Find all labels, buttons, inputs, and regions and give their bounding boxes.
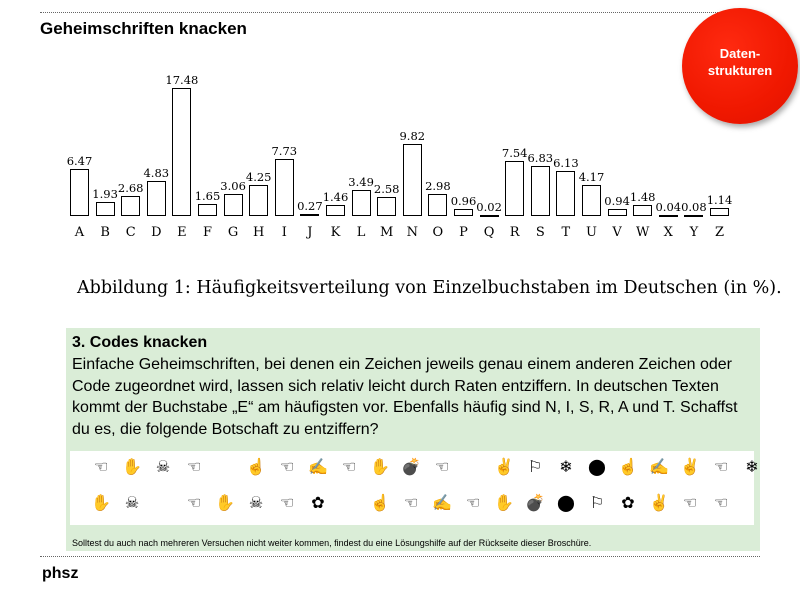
- x-axis-label: V: [612, 225, 622, 240]
- bar-V: [608, 209, 627, 216]
- cipher-symbol: ☜: [713, 495, 729, 512]
- cipher-symbol: ☠: [155, 459, 171, 476]
- bar-value-label: 0.04: [655, 200, 682, 214]
- cipher-symbol: ☜: [713, 459, 729, 476]
- cipher-symbol: ✋: [215, 495, 235, 512]
- cipher-symbol: ☜: [279, 459, 295, 476]
- x-axis-label: U: [586, 225, 597, 240]
- cipher-symbol: 💣: [401, 459, 421, 476]
- cipher-symbol: ☠: [124, 495, 140, 512]
- x-axis-label: B: [100, 225, 110, 240]
- bar-value-label: 6.83: [527, 150, 554, 165]
- page-title: Geheimschriften knacken: [40, 19, 247, 38]
- x-axis-label: F: [202, 225, 213, 240]
- cipher-symbol: ⚐: [527, 459, 543, 476]
- bar-value-label: 1.93: [92, 186, 118, 201]
- bar-D: [147, 181, 166, 216]
- cipher-symbol: ☜: [682, 495, 698, 512]
- bar-Y: [684, 215, 703, 217]
- x-axis-label: I: [281, 225, 287, 240]
- bar-C: [121, 196, 140, 216]
- x-axis-label: W: [636, 225, 650, 240]
- bar-value-label: 0.27: [297, 199, 323, 214]
- x-axis-label: P: [459, 225, 468, 240]
- cipher-symbol: 💣: [525, 495, 545, 512]
- bar-value-label: 6.47: [66, 153, 93, 168]
- bar-X: [659, 215, 678, 217]
- cipher-symbol: ✋: [91, 495, 111, 512]
- bar-value-label: 0.94: [604, 194, 630, 209]
- x-axis-label: G: [227, 225, 239, 240]
- bottom-divider: [40, 556, 760, 557]
- cipher-symbol: ❄: [745, 459, 759, 476]
- badge-line-2: strukturen: [707, 63, 773, 78]
- x-axis-label: T: [561, 225, 571, 240]
- x-axis-label: M: [380, 225, 394, 240]
- hint-text: Solltest du auch nach mehreren Versuchen nicht weiter kommen, findest du eine Lösungshilfe auf der Rückseite dieser Broschüre.: [72, 538, 592, 548]
- bar-S: [531, 166, 550, 216]
- bar-value-label: 2.68: [117, 181, 144, 196]
- cipher-symbol: ☜: [403, 495, 419, 512]
- top-divider: [40, 12, 760, 13]
- x-axis-label: C: [125, 225, 136, 240]
- cipher-symbol: ⬤: [588, 459, 606, 476]
- bar-value-label: 3.06: [220, 178, 246, 193]
- cipher-symbol: ✍: [649, 459, 669, 476]
- bar-B: [96, 202, 115, 216]
- badge-line-1: Daten-: [719, 46, 761, 61]
- x-axis-label: Z: [714, 225, 725, 240]
- bar-value-label: 2.98: [425, 179, 451, 194]
- cipher-symbol: ✍: [432, 495, 452, 512]
- cipher-symbol: ☜: [341, 459, 357, 476]
- bar-M: [377, 197, 396, 216]
- x-axis-label: Y: [689, 225, 699, 240]
- cipher-symbol: ⚐: [589, 495, 605, 512]
- x-axis-label: E: [177, 225, 187, 240]
- bar-value-label: 4.25: [245, 169, 272, 184]
- bar-value-label: 0.96: [450, 193, 477, 208]
- bar-value-label: 1.14: [706, 192, 733, 207]
- x-axis-label: A: [74, 225, 85, 240]
- x-axis-label: K: [330, 225, 341, 240]
- cipher-symbol: ☜: [186, 495, 202, 512]
- bar-value-label: 2.58: [373, 182, 400, 197]
- bar-value-label: 3.49: [348, 175, 374, 190]
- cipher-symbol: ⬤: [557, 495, 575, 512]
- x-axis-label: Q: [483, 225, 495, 240]
- cipher-symbol: ☝: [370, 495, 390, 512]
- bar-Z: [710, 208, 729, 216]
- cipher-symbol: ✌: [649, 495, 669, 512]
- x-axis-label: L: [356, 225, 366, 240]
- cipher-symbol: ✌: [494, 459, 514, 476]
- bar-K: [326, 205, 345, 216]
- x-axis-label: N: [406, 225, 418, 240]
- footer-logo: phsz: [42, 565, 79, 582]
- bar-J: [300, 214, 319, 216]
- cipher-symbol: ☜: [434, 459, 450, 476]
- cipher-symbol: ☜: [186, 459, 202, 476]
- bar-value-label: 6.13: [553, 156, 579, 171]
- x-axis-label: O: [432, 225, 444, 240]
- bar-value-label: 7.73: [271, 144, 298, 159]
- codes-section: [66, 328, 760, 551]
- x-axis-label: R: [509, 225, 520, 240]
- bar-value-label: 17.48: [165, 73, 199, 87]
- cipher-symbol: ✋: [494, 495, 514, 512]
- x-axis-label: X: [663, 225, 673, 240]
- cipher-symbol: ☠: [248, 495, 264, 512]
- bar-G: [224, 194, 243, 216]
- x-axis-label: J: [307, 225, 313, 240]
- bar-value-label: 1.48: [629, 190, 656, 205]
- cipher-symbol: ✋: [122, 459, 142, 476]
- bar-value-label: 4.83: [143, 165, 170, 180]
- cipher-symbol: ☜: [279, 495, 295, 512]
- bar-value-label: 1.46: [322, 190, 349, 205]
- cipher-symbol: ☝: [246, 459, 266, 476]
- x-axis-label: S: [535, 225, 545, 240]
- x-axis-label: D: [151, 225, 162, 240]
- bar-Q: [480, 215, 499, 217]
- bar-value-label: 4.17: [578, 170, 605, 185]
- cipher-symbol: ✋: [370, 459, 390, 476]
- cipher-symbol: ✍: [308, 459, 328, 476]
- bar-value-label: 0.02: [476, 200, 502, 214]
- bar-H: [249, 185, 268, 216]
- x-axis-label: H: [253, 225, 265, 240]
- cipher-symbol: ☝: [618, 459, 638, 476]
- cipher-symbol: ☜: [93, 459, 109, 476]
- cipher-symbol: ✿: [311, 495, 325, 512]
- chart-caption: Abbildung 1: Häufigkeitsverteilung von Einzelbuchstaben im Deutschen (in %).: [77, 278, 782, 298]
- bar-value-label: 0.08: [681, 200, 707, 214]
- bar-F: [198, 204, 217, 216]
- cipher-symbol: ✌: [680, 459, 700, 476]
- bar-value-label: 7.54: [501, 145, 528, 160]
- cipher-symbol: ☜: [465, 495, 481, 512]
- bar-value-label: 9.82: [399, 129, 426, 144]
- bar-value-label: 1.65: [194, 188, 221, 203]
- letter-frequency-chart: [60, 73, 740, 250]
- bar-R: [505, 161, 524, 216]
- section-heading: 3. Codes knacken: [72, 334, 208, 351]
- section-paragraph: Einfache Geheimschriften, bei denen ein Zeichen jeweils genau einem anderen Zeichen oder Code zugeordnet wird, lassen sich relativ leicht durch Raten entziffern. In deutschen Texten kommt der Buchstabe „E“ am häufigsten vor. Ebenfalls häufig sind N, I, S, R, A und T. Schaffst du es, die folgende Botschaft zu entziffern?: [72, 356, 738, 438]
- cipher-symbol: ❄: [559, 459, 573, 476]
- cipher-symbol: ✿: [621, 495, 635, 512]
- cipher-message: [70, 451, 759, 525]
